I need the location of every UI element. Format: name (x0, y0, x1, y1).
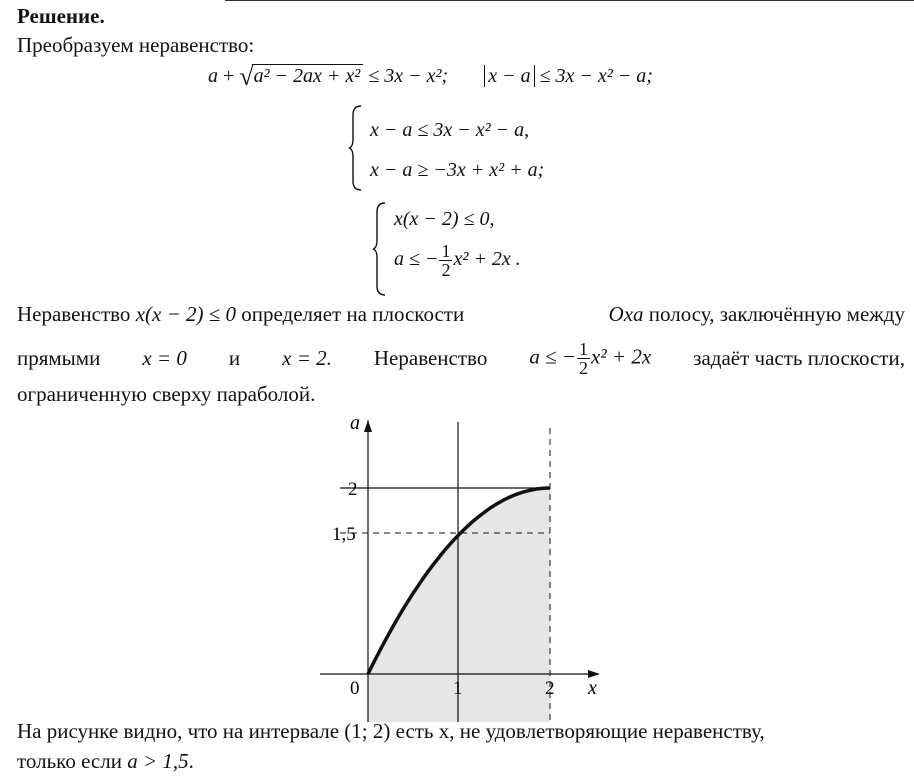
left-brace-icon (372, 200, 388, 298)
paragraph-1-line-1: Неравенство x(x − 2) ≤ 0 определяет на плоскости Oxa полосу, заключённую между (17, 302, 905, 326)
system2-row2: a ≤ − $\frac{1}{2}$ x² + 2x . (394, 241, 521, 280)
tick-x-2: 2 (545, 678, 555, 699)
system2-row1: x(x − 2) ≤ 0, (394, 208, 495, 230)
tick-x-1: 1 (453, 678, 463, 699)
eq1-a: a (208, 65, 218, 87)
eq1-rhs1: ≤ 3x − x²; (363, 65, 449, 87)
system1-row2: x − a ≥ −3x + x² + a; (370, 159, 545, 181)
equation-line-1 (208, 62, 653, 92)
origin-label: 0 (350, 678, 360, 699)
eq1-plus: + (218, 65, 240, 87)
system1-row1: x − a ≤ 3x − x² − a, (370, 119, 530, 141)
sqrt-icon: √ (239, 62, 254, 91)
paragraph-1-line-3: ограниченную сверху параболой. (17, 382, 316, 406)
a-axis-arrow-icon (364, 420, 372, 432)
eq1-abs: x − a (484, 65, 534, 87)
system-2 (372, 200, 572, 298)
paragraph-1-line-2: прямыми x = 0 и x = 2. Неравенство a ≤ − $\frac{1}{2}$ x² + 2x задаёт часть плоскости, (17, 339, 905, 378)
x-axis-label: x (588, 677, 597, 699)
tick-a-2: 2 (348, 479, 358, 500)
solution-heading: Решение. (17, 4, 105, 28)
top-rule (225, 0, 914, 1)
paragraph-2-line-2: только если a > 1,5. (17, 749, 194, 773)
parabola-graph (310, 410, 610, 722)
tick-a-1-5: 1,5 (332, 524, 356, 545)
intro-text: Преобразуем неравенство: (17, 33, 255, 57)
fraction-half: $\frac{1}{2}$ (441, 241, 451, 280)
a-axis-label: a (350, 412, 360, 434)
eq1-rhs2: ≤ 3x − x² − a; (534, 65, 653, 87)
paragraph-2-line-1: На рисунке видно, что на интервале (1; 2) есть x, не удовлетворяющие неравенству, (17, 719, 765, 743)
left-brace-icon (348, 103, 364, 193)
eq1-radicand: a² − 2ax + x² (252, 64, 364, 88)
system-1 (348, 103, 588, 193)
